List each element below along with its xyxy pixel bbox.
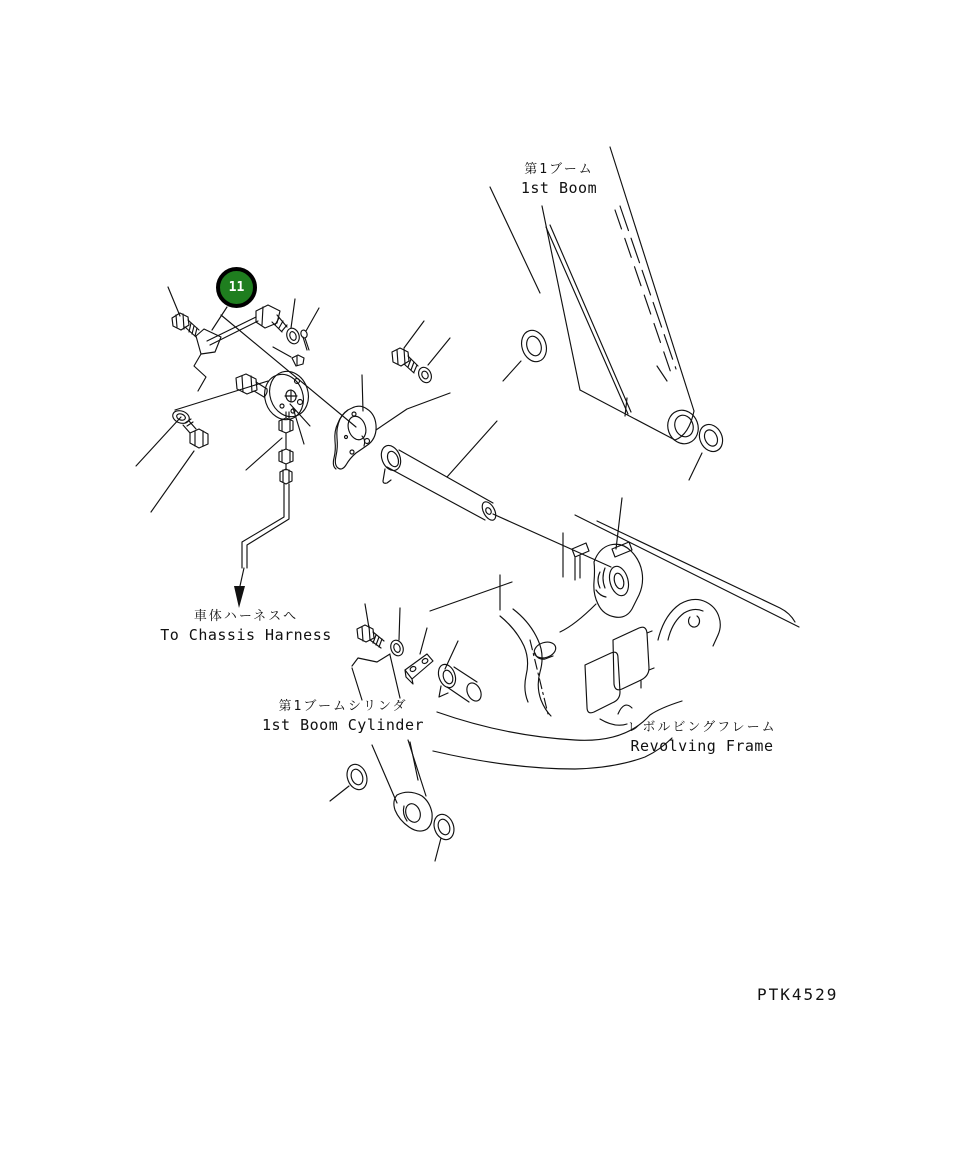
wire-connectors — [279, 412, 293, 484]
bolt — [168, 287, 199, 337]
drawing-number: PTK4529 — [757, 985, 839, 1004]
shim-ring — [330, 762, 370, 801]
hex-plug — [236, 374, 267, 397]
threaded-plug — [183, 419, 208, 448]
boom-washer — [503, 327, 550, 381]
mounting-plate — [333, 375, 376, 469]
label-chassis-harness-en: To Chassis Harness — [160, 626, 332, 644]
label-boom-cylinder-en: 1st Boom Cylinder — [261, 716, 425, 734]
part-balloon-number: 11 — [228, 280, 245, 295]
boom-pin-washer — [689, 421, 727, 480]
label-revolving-frame-en: Revolving Frame — [630, 737, 774, 755]
tube-washer — [285, 299, 302, 346]
label-chassis-harness-jp: 車体ハーネスへ — [193, 609, 299, 624]
cotter-pin — [300, 308, 319, 350]
frame-pin — [435, 662, 484, 703]
tube-bracket — [194, 329, 221, 391]
label-revolving-frame — [612, 718, 792, 756]
label-boom-cylinder-jp: 第1ブームシリンダ — [278, 699, 408, 714]
label-1st-boom-en: 1st Boom — [520, 179, 598, 197]
clamp-bolt-set — [357, 604, 433, 684]
shim-ring — [431, 812, 458, 861]
bolt-washer-set — [376, 321, 450, 430]
boom-foot-pin — [378, 421, 611, 567]
label-chassis-harness — [156, 607, 336, 645]
harness-cable — [234, 484, 289, 608]
part-balloon-11[interactable] — [216, 267, 257, 308]
harness-pipe-assembly — [136, 287, 356, 512]
label-1st-boom-jp: 第1ブーム — [524, 162, 594, 177]
label-boom-cylinder — [253, 697, 433, 735]
sensor-assembly — [234, 366, 314, 608]
formed-tube — [207, 305, 287, 345]
label-1st-boom — [469, 160, 649, 198]
label-revolving-frame-jp: レボルビングフレーム — [627, 720, 777, 735]
down-arrow — [234, 586, 245, 608]
clip — [273, 347, 304, 366]
